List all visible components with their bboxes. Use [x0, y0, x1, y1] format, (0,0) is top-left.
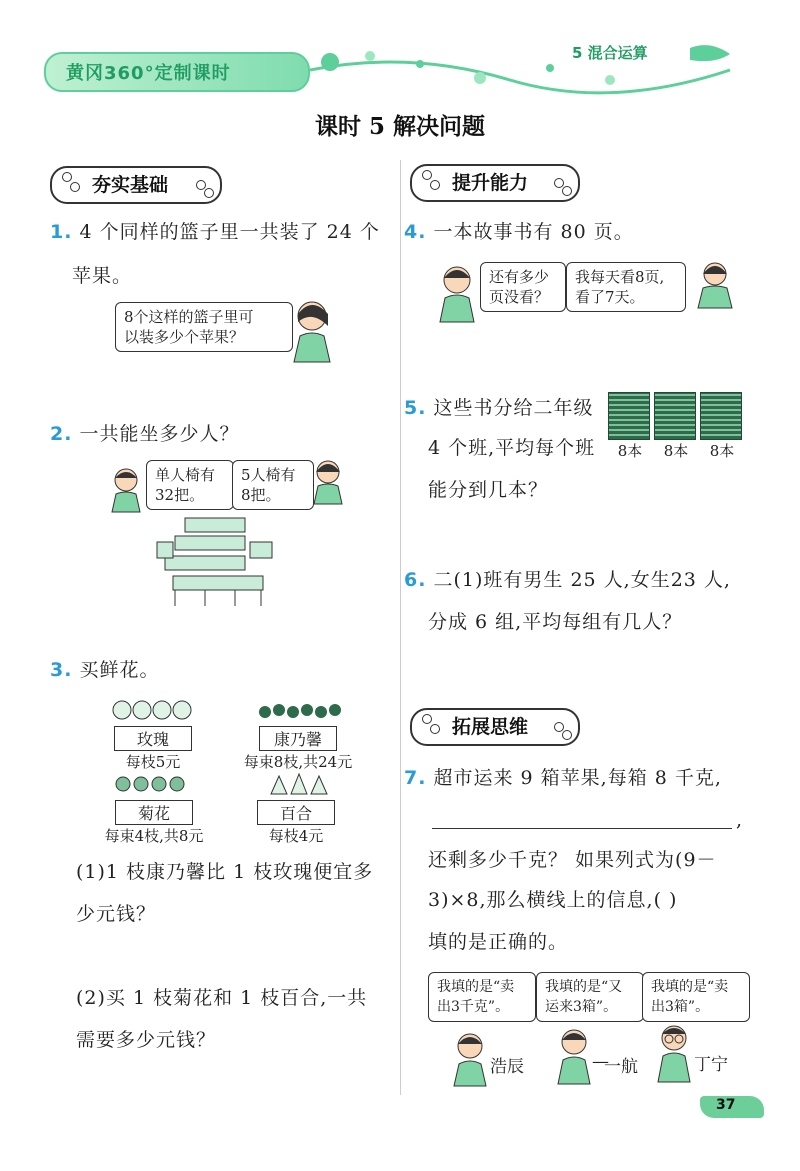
flower-price: 每束4枝,共8元 — [104, 827, 204, 845]
bubble-line: 8个这样的篮子里可 — [124, 308, 254, 326]
section-basic-label: 夯实基础 — [92, 174, 169, 196]
books-icon — [608, 392, 650, 440]
question-3-sub1: (1)1 枝康乃馨比 1 枝玫瑰便宜多 — [76, 861, 374, 883]
boy-icon — [552, 1026, 596, 1086]
page-number-badge — [700, 1096, 764, 1118]
bubble-line: 单人椅有 — [155, 466, 216, 484]
bubble-line: 我每天看8页, — [575, 268, 665, 286]
speech-bubble — [480, 262, 566, 312]
bubble-line: 我填的是“卖 — [437, 979, 515, 995]
question-7 — [404, 764, 722, 792]
girl-icon — [690, 260, 740, 310]
stack-label: 8本 — [617, 442, 643, 460]
series-title: 黄冈360°定制课时 — [66, 63, 231, 84]
bubble-line: 出3箱”。 — [651, 999, 710, 1015]
boy-icon — [432, 262, 482, 324]
flower-name: 康乃馨 — [259, 726, 337, 751]
question-number: 1. — [50, 221, 73, 243]
question-text: 买鲜花。 — [79, 659, 160, 681]
question-number: 6. — [404, 569, 427, 591]
flower-price: 每枝4元 — [268, 827, 324, 845]
boy-icon — [448, 1030, 492, 1088]
page-number: 37 — [716, 1097, 736, 1113]
girl-icon — [306, 458, 350, 506]
question-6 — [404, 566, 731, 594]
question-text: 这些书分给二年级 — [433, 397, 594, 419]
flower-item — [108, 698, 198, 772]
question-7-line3: 3)×8,那么横线上的信息,( ) — [428, 889, 678, 911]
student-name: 一航 — [604, 1057, 638, 1077]
answer-blank-line[interactable] — [432, 828, 732, 829]
question-5-line3: 能分到几本？ — [428, 479, 549, 501]
question-text: 一共能坐多少人？ — [79, 423, 240, 445]
bubble-line: 还有多少 — [489, 268, 550, 286]
student-name-dash: — — [592, 1052, 609, 1072]
bubble-line: 5人椅有 — [241, 466, 296, 484]
question-3 — [50, 656, 160, 684]
flower-price: 每束8枝,共24元 — [243, 753, 353, 771]
speech-bubble — [115, 302, 293, 352]
flower-item — [246, 772, 346, 846]
boy-icon — [104, 466, 148, 514]
bubble-line: 以装多少个苹果？ — [124, 328, 245, 346]
question-3-sub1-line2: 少元钱？ — [76, 903, 157, 925]
flower-icon — [253, 698, 343, 722]
speech-bubble — [566, 262, 686, 312]
speech-bubble — [146, 460, 234, 510]
question-4 — [404, 218, 634, 246]
flower-item — [238, 698, 358, 772]
question-text: 4 个同样的篮子里一共装了 24 个 — [79, 221, 380, 243]
flower-icon — [109, 772, 199, 796]
question-1-line2: 苹果。 — [72, 265, 133, 287]
girl-icon — [282, 296, 342, 366]
book-stack — [654, 392, 698, 461]
flower-icon — [251, 772, 341, 796]
books-icon — [654, 392, 696, 440]
question-number: 7. — [404, 767, 427, 789]
question-3-sub2-line2: 需要多少元钱？ — [76, 1029, 217, 1051]
question-5-line2: 4 个班,平均每个班 — [428, 437, 596, 459]
question-5 — [404, 394, 594, 422]
stack-label: 8本 — [709, 442, 735, 460]
section-extend — [410, 708, 580, 746]
section-advanced-label: 提升能力 — [452, 172, 529, 194]
section-extend-label: 拓展思维 — [452, 716, 529, 738]
flower-name: 玫瑰 — [114, 726, 192, 751]
header-decoration — [310, 40, 740, 100]
flower-price: 每枝5元 — [125, 753, 181, 771]
question-number: 2. — [50, 423, 73, 445]
chairs-illustration — [155, 512, 280, 608]
student-name: 丁宁 — [694, 1055, 728, 1075]
stack-label: 8本 — [663, 442, 689, 460]
bubble-line: 运来3箱”。 — [545, 999, 618, 1015]
question-text: 一本故事书有 80 页。 — [433, 221, 634, 243]
question-3-sub2: (2)买 1 枝菊花和 1 枝百合,一共 — [76, 987, 368, 1009]
question-number: 3. — [50, 659, 73, 681]
question-7-line2: 还剩多少千克？ 如果列式为(9－ — [428, 849, 717, 871]
books-icon — [700, 392, 742, 440]
answer-bubble — [642, 972, 750, 1022]
question-1 — [50, 218, 390, 246]
section-advanced — [410, 164, 580, 202]
question-text: 二(1)班有男生 25 人,女生23 人, — [433, 569, 731, 591]
student-name: 浩辰 — [490, 1057, 524, 1077]
flower-name: 菊花 — [115, 800, 193, 825]
bubble-line: 我填的是“又 — [545, 979, 623, 995]
page-title: 课时 5 解决问题 — [314, 113, 486, 140]
bubble-line: 我填的是“卖 — [651, 979, 729, 995]
book-stack — [608, 392, 652, 461]
flower-item — [94, 772, 214, 846]
speech-bubble — [232, 460, 314, 510]
flower-icon — [108, 698, 198, 722]
bubble-line: 页没看？ — [489, 288, 550, 306]
question-6-line2: 分成 6 组,平均每组有几人？ — [428, 611, 683, 633]
bubble-line: 8把。 — [241, 486, 281, 504]
book-stack — [700, 392, 744, 461]
boy-glasses-icon — [652, 1022, 696, 1084]
bubble-line: 出3千克”。 — [437, 999, 510, 1015]
question-7-line4: 填的是正确的。 — [428, 931, 569, 953]
question-2 — [50, 420, 240, 448]
section-basic — [50, 166, 222, 204]
bubble-line: 看了7天。 — [575, 288, 645, 306]
answer-bubble — [536, 972, 644, 1022]
answer-bubble — [428, 972, 536, 1022]
question-number: 5. — [404, 397, 427, 419]
question-number: 4. — [404, 221, 427, 243]
bubble-line: 32把。 — [155, 486, 205, 504]
chapter-label: 5 混合运算 — [572, 44, 648, 62]
blank-comma: , — [736, 809, 744, 831]
column-divider — [400, 160, 401, 1095]
series-banner — [44, 52, 310, 92]
question-text: 超市运来 9 箱苹果,每箱 8 千克, — [433, 767, 722, 789]
flower-name: 百合 — [257, 800, 335, 825]
